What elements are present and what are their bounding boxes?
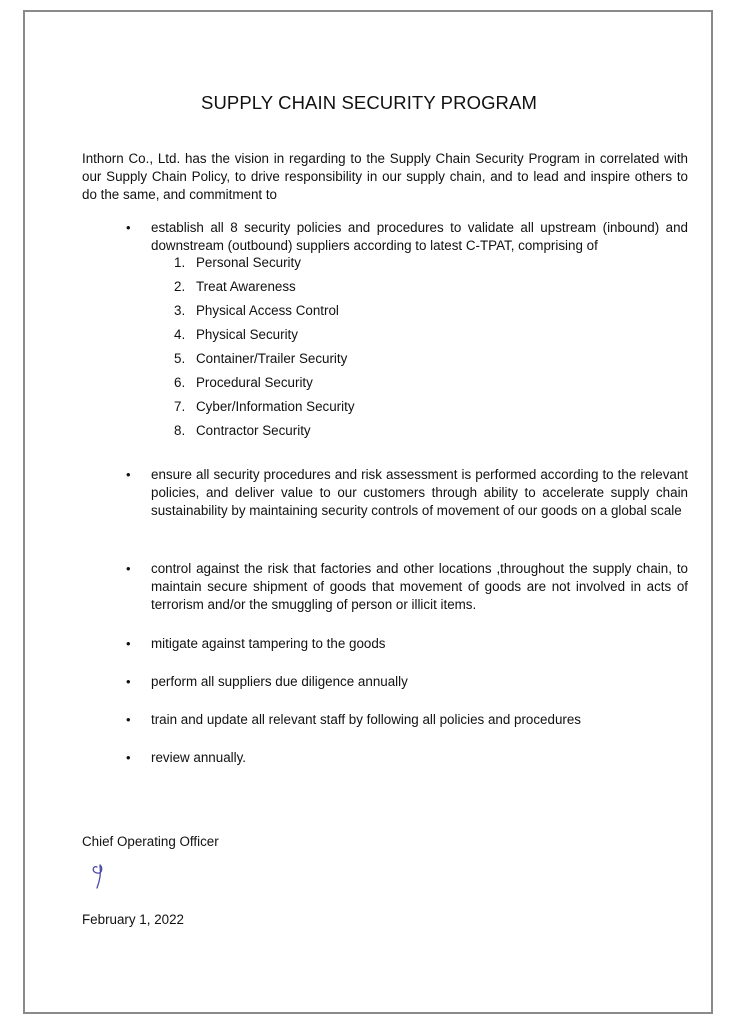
bullet-symbol: • <box>126 750 131 765</box>
list-item <box>174 254 355 278</box>
bullet-symbol: • <box>126 636 131 651</box>
bullet-symbol: • <box>126 467 131 482</box>
list-item <box>174 422 355 446</box>
list-item <box>174 326 355 350</box>
bullet-symbol: • <box>126 712 131 727</box>
bullet-symbol: • <box>126 561 131 576</box>
list-number: 3. <box>174 303 186 318</box>
list-label: Personal Security <box>196 255 301 270</box>
bullet-text: review annually. <box>151 750 247 765</box>
bullet-text: mitigate against tampering to the goods <box>151 636 386 651</box>
signature-image <box>88 858 118 894</box>
list-item <box>174 398 355 422</box>
document-title: SUPPLY CHAIN SECURITY PROGRAM <box>201 92 537 113</box>
list-number: 4. <box>174 327 186 342</box>
list-item <box>174 350 355 374</box>
list-label: Procedural Security <box>196 375 313 390</box>
signatory-role: Chief Operating Officer <box>82 834 219 849</box>
list-number: 2. <box>174 279 186 294</box>
document-date: February 1, 2022 <box>82 912 184 927</box>
intro-paragraph: Inthorn Co., Ltd. has the vision in regarding to the Supply Chain Security Program in correlated with our Supply Chain Policy, to drive responsibility in our supply chain, and to lead and inspire others to do the same, and commitment to <box>82 151 688 202</box>
bullet-symbol: • <box>126 220 131 235</box>
list-label: Container/Trailer Security <box>196 351 348 366</box>
list-item <box>174 278 355 302</box>
list-number: 5. <box>174 351 186 366</box>
list-number: 1. <box>174 255 186 270</box>
bullet-symbol: • <box>126 674 131 689</box>
bullet-text: establish all 8 security policies and procedures to validate all upstream (inbound) and downstream (outbound) suppliers according to latest C-TPAT, comprising of <box>151 220 688 253</box>
list-item <box>174 374 355 398</box>
list-item <box>174 302 355 326</box>
list-label: Cyber/Information Security <box>196 399 355 414</box>
list-label: Physical Access Control <box>196 303 339 318</box>
list-number: 6. <box>174 375 186 390</box>
bullet-text: perform all suppliers due diligence annually <box>151 674 408 689</box>
bullet-text: control against the risk that factories and other locations ,throughout the supply chain, to maintain secure shipment of goods that movement of goods are not involved in acts of terrorism and/or the smuggling of person or illicit items. <box>151 561 688 612</box>
list-number: 7. <box>174 399 186 414</box>
security-policy-list <box>174 254 355 446</box>
list-label: Contractor Security <box>196 423 311 438</box>
list-number: 8. <box>174 423 186 438</box>
list-label: Treat Awareness <box>196 279 296 294</box>
bullet-text: ensure all security procedures and risk assessment is performed according to the relevant policies, and deliver value to our customers through ability to accelerate supply chain sustainability by maintaining security controls of movement of our goods on a global scale <box>151 467 688 518</box>
bullet-text: train and update all relevant staff by following all policies and procedures <box>151 712 582 727</box>
list-label: Physical Security <box>196 327 298 342</box>
